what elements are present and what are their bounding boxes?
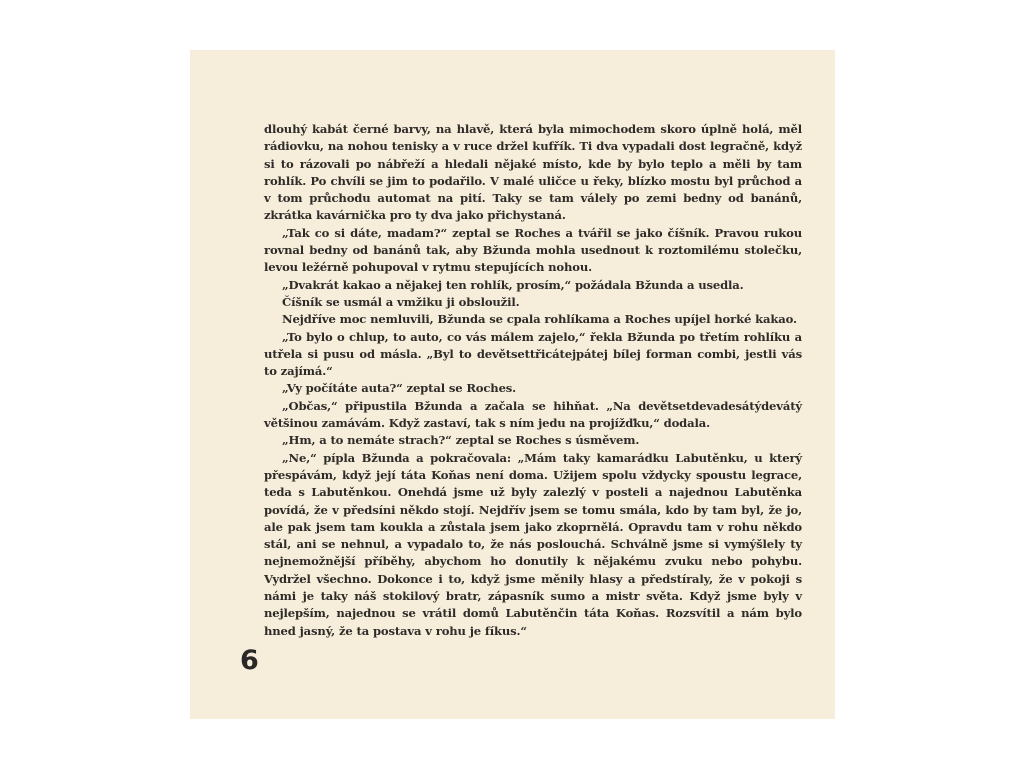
book-page [190, 50, 835, 719]
paragraph: „Dvakrát kakao a nějakej ten rohlík, prosím,“ požádala Bžunda a usedla. [282, 277, 744, 292]
body-text [264, 121, 802, 640]
paragraph: „To bylo o chlup, to auto, co vás málem zajelo,“ řekla Bžunda po třetím rohlíku a utřela si pusu od másla. „Byl to devětsettřicátejpátej bílej forman combi, jestli vás to zajímá.“ [264, 329, 802, 379]
paragraph: „Hm, a to nemáte strach?“ zeptal se Roches s úsměvem. [282, 433, 640, 448]
paragraph: Nejdříve moc nemluvili, Bžunda se cpala rohlíkama a Roches upíjel horké kakao. [282, 312, 797, 327]
page-number: 6 [240, 645, 259, 676]
paragraph: „Ne,“ pípla Bžunda a pokračovala: „Mám taky kamarádku Labutěnku, u který přespávám, když její táta Koňas není doma. Užijem spolu vždycky spoustu legrace, teda s Labutěnkou. Onehdá jsme už byly zalezlý v posteli a najednou Labutěnka povídá, že v předsíni někdo stojí. Nejdřív jsem se tomu smála, kdo by tam byl, že jo, ale pak jsem tam koukla a zůstala jsem jako zkoprnělá. Opravdu tam v rohu někdo stál, ani se nehnul, a vypadalo to, že nás poslouchá. Schválně jsme si vymýšlely ty nejnemožnější příběhy, abychom ho donutily k nějakému zvuku nebo pohybu. Vydržel všechno. Dokonce i to, když jsme měnily hlasy a předstíraly, že v pokoji s námi je taky náš stokilový bratr, zápasník sumo a mistr světa. Když jsme byly v nejlepším, najednou se vrátil domů Labutěnčin táta Koňas. Rozsvítil a nám bylo hned jasný, že ta postava v rohu je fíkus.“ [264, 450, 802, 638]
paragraph: „Vy počítáte auta?“ zeptal se Roches. [282, 381, 517, 396]
paragraph: dlouhý kabát černé barvy, na hlavě, která byla mimochodem skoro úplně holá, měl rádiovku, na nohou tenisky a v ruce držel kufřík. Ti dva vypadali dost legračně, když si to rázovali po nábřeží a hledali nějaké místo, kde by bylo teplo a měli by tam rohlík. Po chvíli se jim to podařilo. V malé uličce u řeky, blízko mostu byl průchod a v tom průchodu automat na pití. Taky se tam válely po zemi bedny od banánů, zkrátka kavárnička pro ty dva jako přichystaná. [264, 122, 802, 223]
paragraph: „Občas,“ připustila Bžunda a začala se hihňat. „Na devětsetdevadesátýdevátý většinou zamávám. Když zastaví, tak s ním jedu na projížďku,“ dodala. [264, 398, 802, 431]
paragraph: Číšník se usmál a vmžiku ji obsloužil. [282, 294, 520, 309]
paragraph: „Tak co si dáte, madam?“ zeptal se Roches a tvářil se jako číšník. Pravou rukou rovnal bedny od banánů tak, aby Bžunda mohla usednout k roztomilému stolečku, levou ležérně pohupoval v rytmu stepujících nohou. [264, 225, 802, 275]
